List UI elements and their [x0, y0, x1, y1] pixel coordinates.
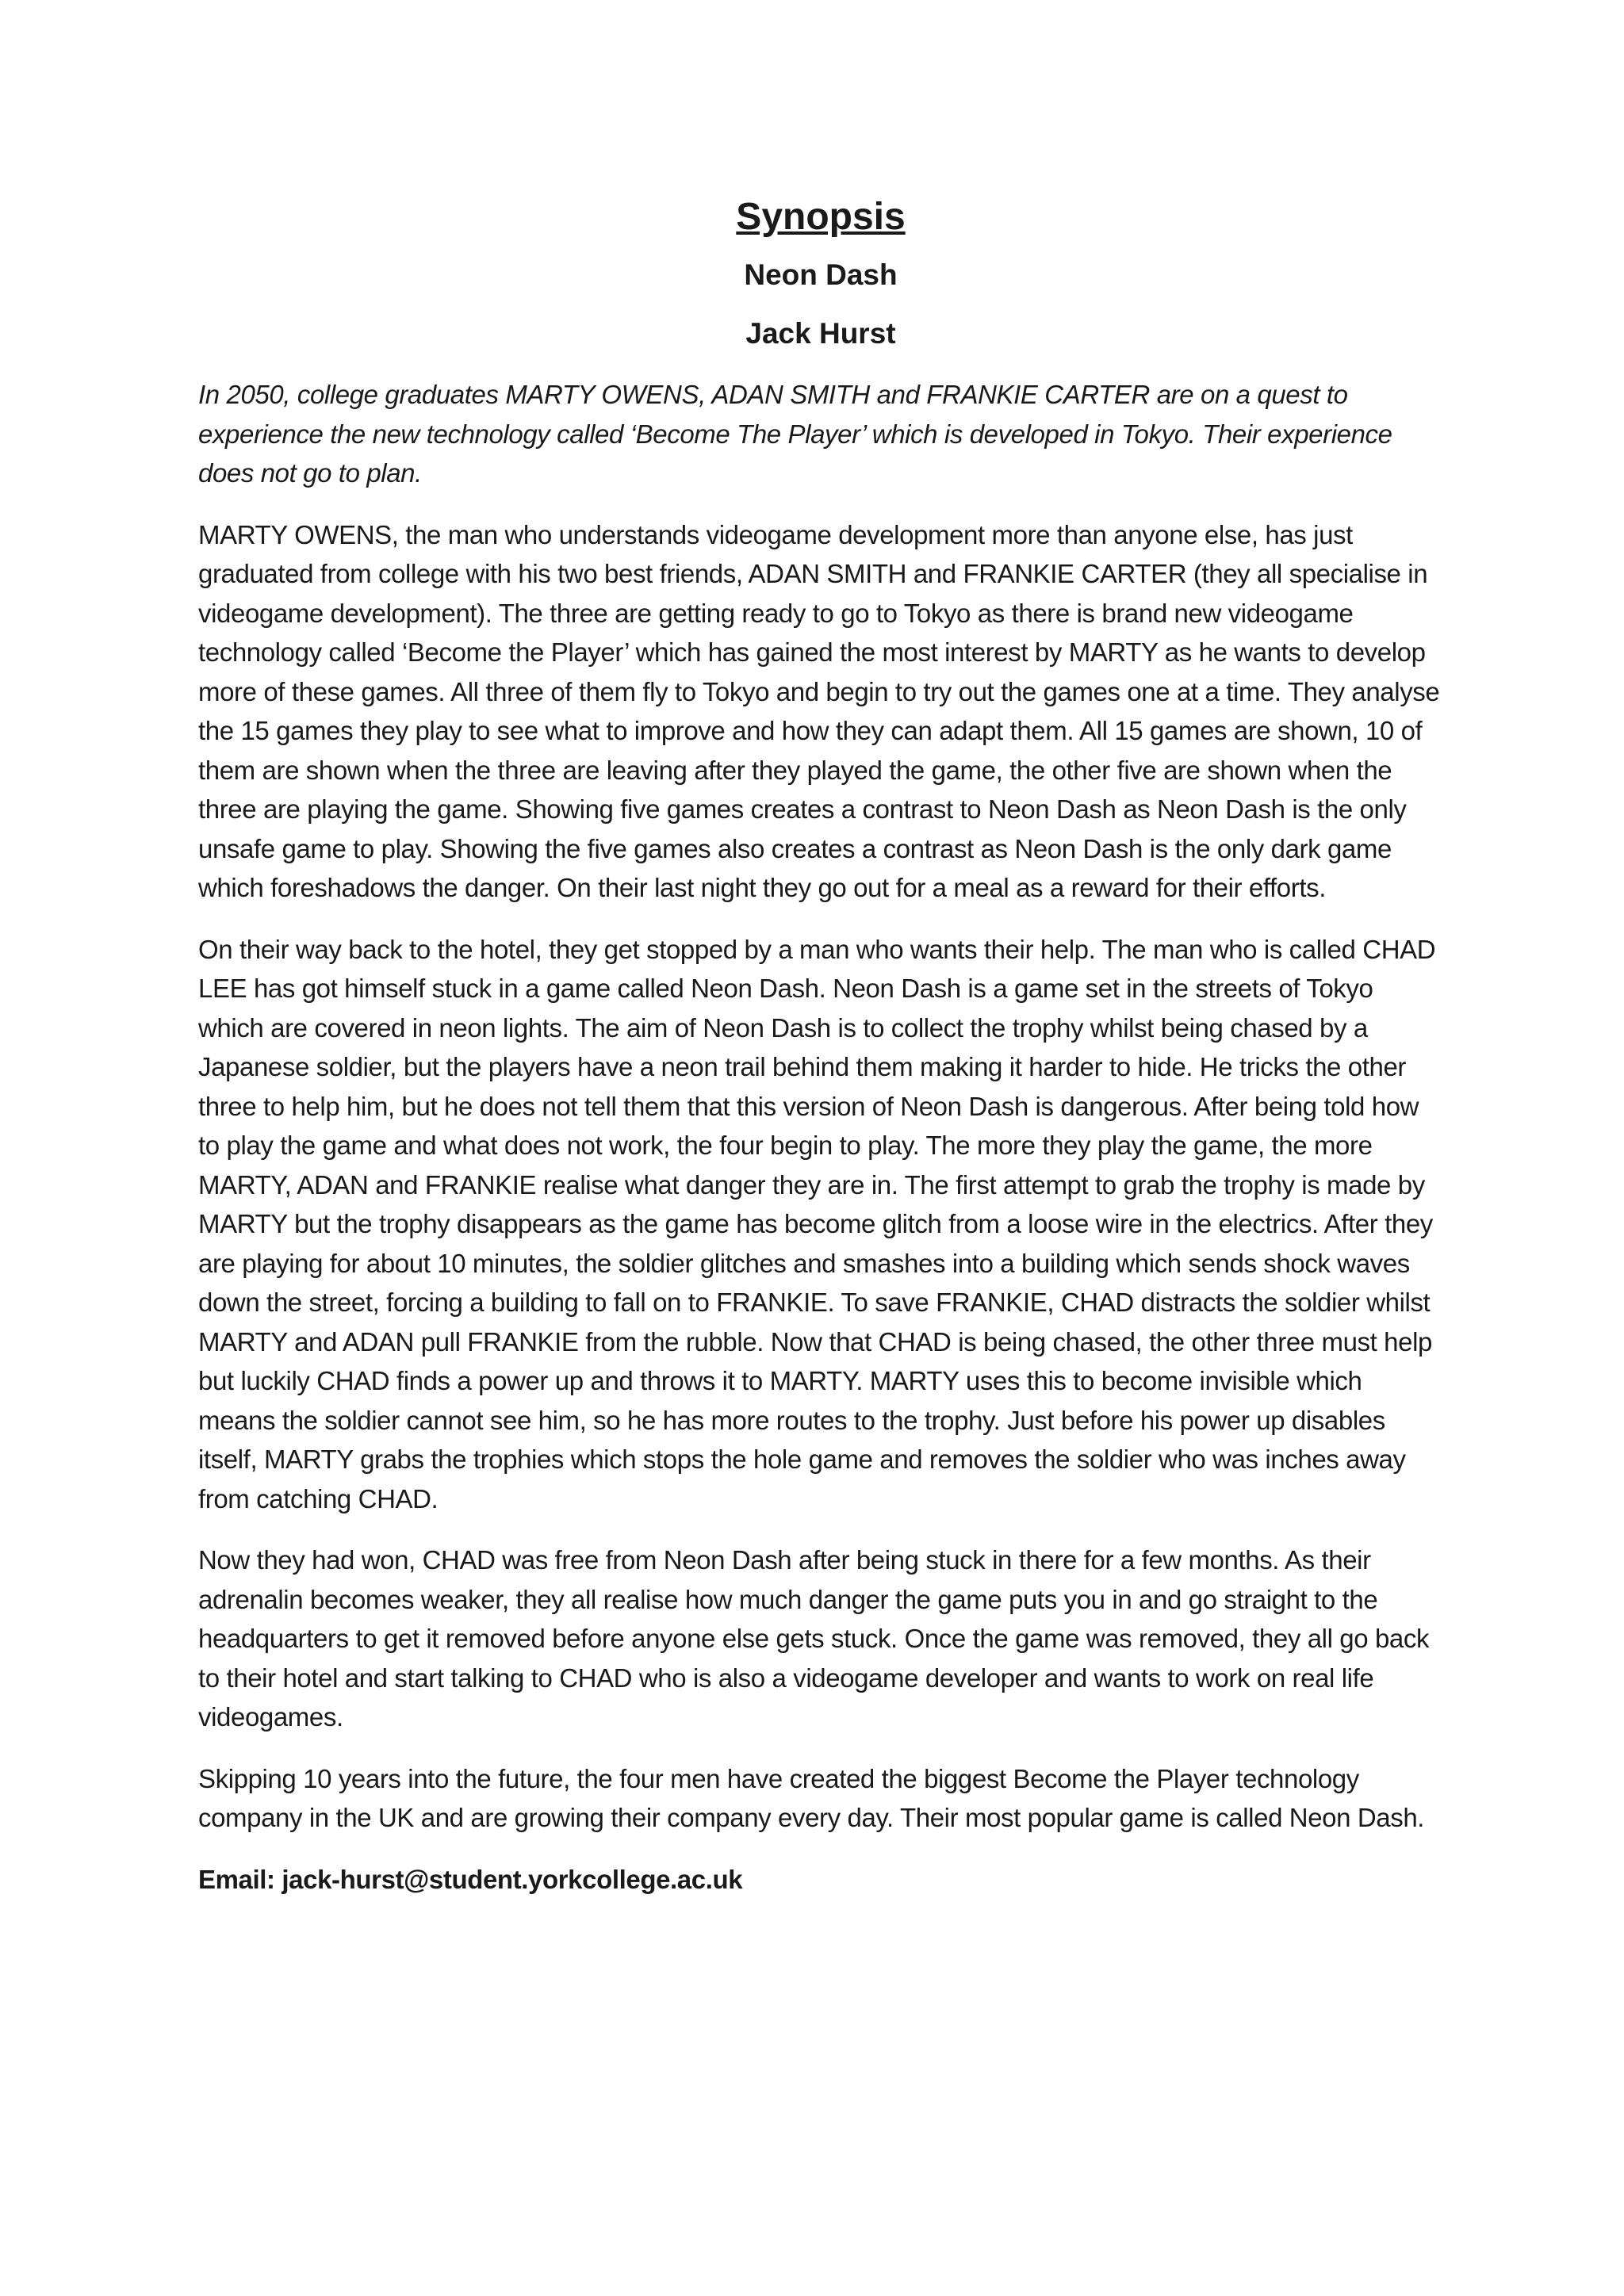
body-paragraph-1: MARTY OWENS, the man who understands videogame development more than anyone else, has just graduated from college with his two best friends, ADAN SMITH and FRANKIE CARTER (they all specialise in videogame development). The three are getting ready to go to Tokyo as there is brand new videogame technology called ‘Become the Player’ which has gained the most interest by MARTY as he wants to develop more of these games. All three of them fly to Tokyo and begin to try out the games one at a time. They analyse the 15 games they play to see what to improve and how they can adapt them. All 15 games are shown, 10 of them are shown when the three are leaving after they played the game, the other five are shown when the three are playing the game. Showing five games creates a contrast to Neon Dash as Neon Dash is the only unsafe game to play. Showing the five games also creates a contrast as Neon Dash is the only dark game which foreshadows the danger. On their last night they go out for a meal as a reward for their efforts.: [198, 519, 1440, 903]
contact-email: Email: jack-hurst@student.yorkcollege.ac.uk: [198, 1864, 743, 1894]
body-paragraph-3: Now they had won, CHAD was free from Neon Dash after being stuck in there for a few months. As their adrenalin becomes weaker, they all realise how much danger the game puts you in and go straight to the headquarters to get it removed before anyone else gets stuck. Once the game was removed, they all go back to their hotel and start talking to CHAD who is also a videogame developer and wants to work on real life videogames.: [198, 1545, 1430, 1732]
document-subtitle: Neon Dash: [744, 258, 898, 291]
intro-paragraph: In 2050, college graduates MARTY OWENS, ADAN SMITH and FRANKIE CARTER are on a quest to experience the new technology called ‘Become The Player’ which is developed in Tokyo. Their experience does not go to plan.: [198, 380, 1392, 488]
author-name: Jack Hurst: [745, 316, 896, 350]
document-page: [198, 194, 1443, 1921]
page-title: Synopsis: [736, 196, 906, 238]
body-paragraph-2: On their way back to the hotel, they get stopped by a man who wants their help. The man who is called CHAD LEE has got himself stuck in a game called Neon Dash. Neon Dash is a game set in the streets of Tokyo which are covered in neon lights. The aim of Neon Dash is to collect the trophy whilst being chased by a Japanese soldier, but the players have a neon trail behind them making it harder to hide. He tricks the other three to help him, but he does not tell them that this version of Neon Dash is dangerous. After being told how to play the game and what does not work, the four begin to play. The more they play the game, the more MARTY, ADAN and FRANKIE realise what danger they are in. The first attempt to grab the trophy is made by MARTY but the trophy disappears as the game has become glitch from a loose wire in the electrics. After they are playing for about 10 minutes, the soldier glitches and smashes into a building which sends shock waves down the street, forcing a building to fall on to FRANKIE. To save FRANKIE, CHAD distracts the soldier whilst MARTY and ADAN pull FRANKIE from the rubble. Now that CHAD is being chased, the other three must help but luckily CHAD finds a power up and throws it to MARTY. MARTY uses this to become invisible which means the soldier cannot see him, so he has more routes to the trophy. Just before his power up disables itself, MARTY grabs the trophies which stops the hole game and removes the soldier who was inches away from catching CHAD.: [198, 934, 1436, 1513]
body-paragraph-4: Skipping 10 years into the future, the four men have created the biggest Become the Player technology company in the UK and are growing their company every day. Their most popular game is called Neon Dash.: [198, 1763, 1425, 1833]
